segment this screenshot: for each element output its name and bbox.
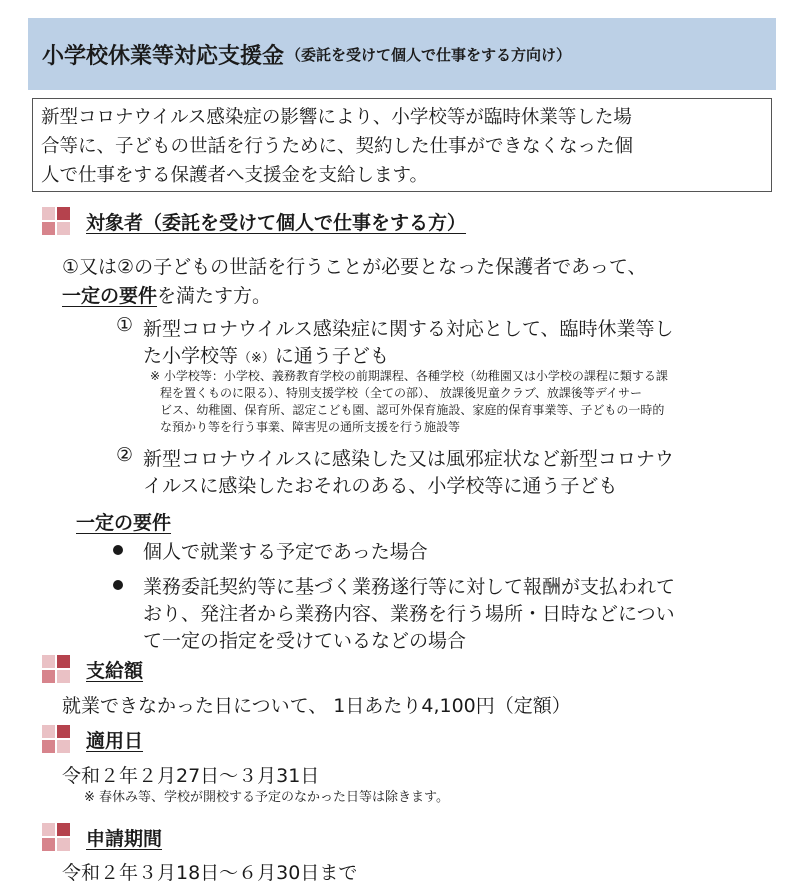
requirements-heading: 一定の要件 <box>76 512 172 534</box>
item1-line1: 新型コロナウイルス感染症に関する対応として、臨時休業等し <box>143 318 674 340</box>
item2-line2: イルスに感染したおそれのある、小学校等に通う子ども <box>143 475 618 497</box>
item1-note-ref: （※） <box>238 351 275 366</box>
note-line: ※ 小学校等：小学校、義務教育学校の前期課程、各種学校（幼稚園又は小学校の課程に類する課 <box>150 369 668 383</box>
target-line2 <box>62 281 271 308</box>
bullet-icon <box>113 580 123 590</box>
page-title: 小学校休業等対応支援金 <box>42 43 285 69</box>
section-marker-icon <box>42 823 70 851</box>
application-text: 令和２年３月18日～６月30日まで <box>62 862 358 884</box>
page-subtitle: （委託を受けて個人で仕事をする方向け） <box>286 45 572 64</box>
requirement-bullet1: 個人で就業する予定であった場合 <box>143 541 428 563</box>
note-line: 程を置くものに限る）、特別支援学校（全ての部）、 放課後児童クラブ、放課後等デイサー <box>160 386 643 400</box>
target-line1: ①又は②の子どもの世話を行うことが必要となった保護者であって、 <box>62 256 647 278</box>
bullet-icon <box>113 545 123 555</box>
note-line: ビス、幼稚園、保育所、認定こども園、認可外保育施設、家庭的保育事業等、子どもの一時的 <box>160 403 665 417</box>
title-banner <box>28 18 776 90</box>
target-line2-rest: を満たす方。 <box>157 285 272 307</box>
intro-box <box>32 98 772 192</box>
requirement-bullet2-line: 業務委託契約等に基づく業務遂行等に対して報酬が支払われて <box>143 576 676 598</box>
item1-marker: ① <box>116 314 134 336</box>
requirement-bullet2-line: て一定の指定を受けているなどの場合 <box>143 630 467 652</box>
amount-text: 就業できなかった日について、 1日あたり4,100円（定額） <box>62 695 571 717</box>
item2-line1: 新型コロナウイルスに感染した又は風邪症状など新型コロナウ <box>143 448 674 470</box>
intro-line: 人で仕事をする保護者へ支援金を支給します。 <box>41 165 429 186</box>
target-heading: 対象者（委託を受けて個人で仕事をする方） <box>86 212 467 234</box>
item1-line2 <box>143 341 389 368</box>
section-marker-icon <box>42 207 70 235</box>
facility-note <box>150 368 775 436</box>
item1-line2c: に通う子ども <box>274 345 389 367</box>
amount-heading: 支給額 <box>86 660 144 682</box>
intro-line: 新型コロナウイルス感染症の影響により、小学校等が臨時休業等した場 <box>41 107 632 128</box>
application-heading: 申請期間 <box>86 828 163 850</box>
intro-line: 合等に、子どもの世話を行うために、契約した仕事ができなくなった個 <box>41 136 634 157</box>
requirement-bullet2-line: おり、発注者から業務内容、業務を行う場所・日時などについ <box>143 603 675 625</box>
item1-line2a: た小学校等 <box>143 345 239 367</box>
period-heading: 適用日 <box>86 730 144 752</box>
period-note: ※ 春休み等、学校が開校する予定のなかった日等は除きます。 <box>84 790 449 805</box>
period-text: 令和２年２月27日～３月31日 <box>62 765 320 787</box>
note-line: な預かり等を行う事業、障害児の通所支援を行う施設等 <box>160 420 461 434</box>
section-marker-icon <box>42 725 70 753</box>
item2-marker: ② <box>116 444 134 466</box>
requirements-emphasis: 一定の要件 <box>62 285 158 307</box>
section-marker-icon <box>42 655 70 683</box>
